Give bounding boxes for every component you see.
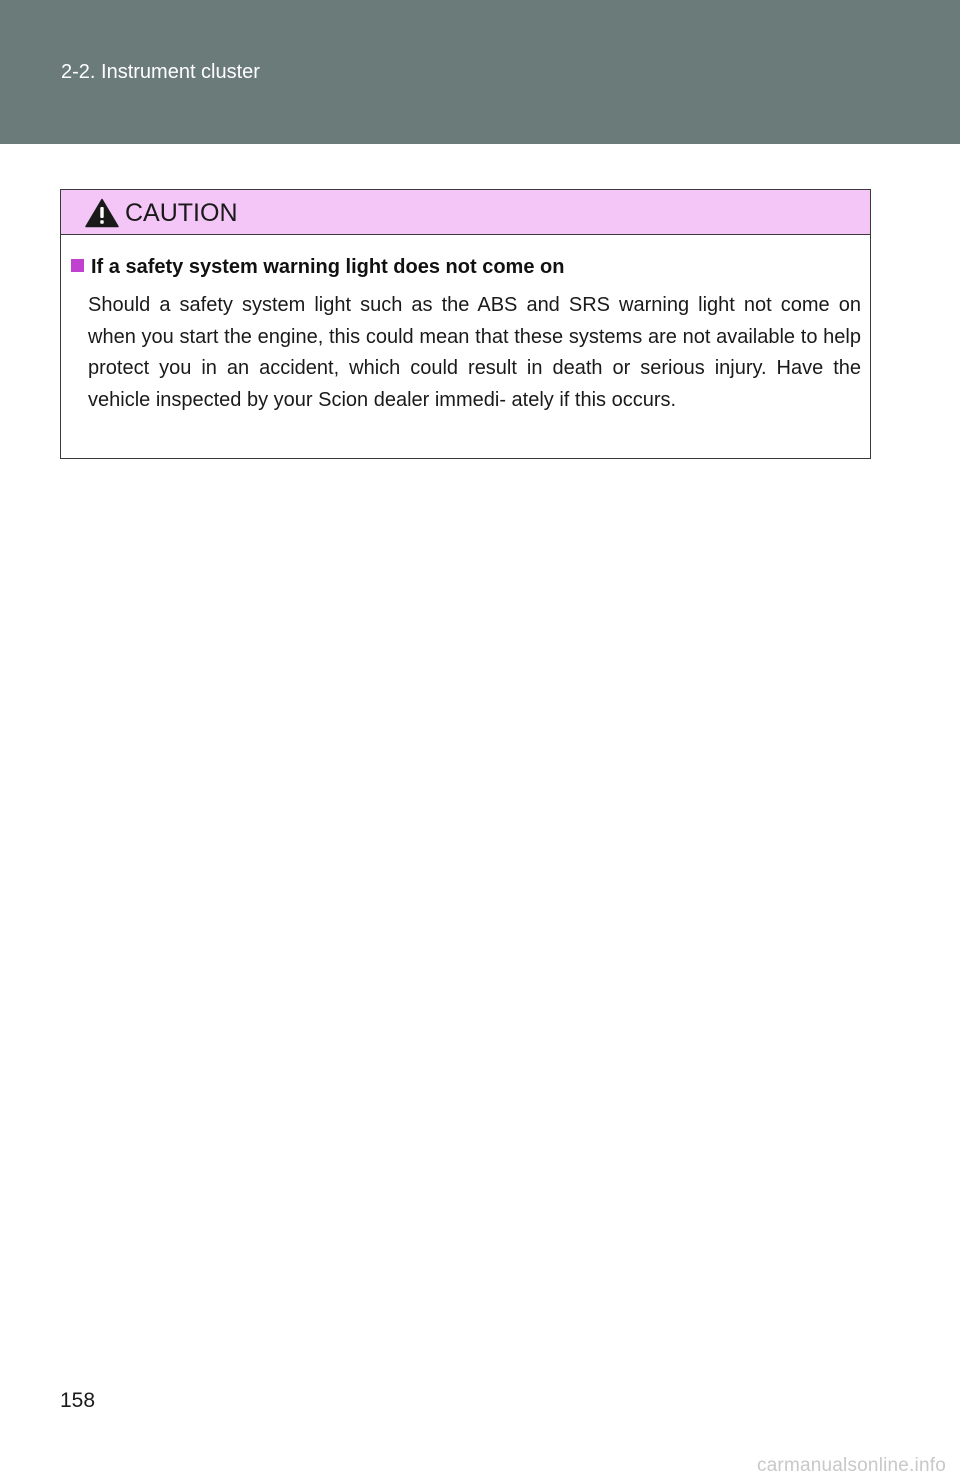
caution-label: CAUTION xyxy=(125,199,238,227)
watermark: carmanualsonline.info xyxy=(756,1455,946,1476)
item-heading xyxy=(71,254,564,280)
caution-header xyxy=(61,190,870,235)
header-band xyxy=(0,0,960,144)
section-title: 2-2. Instrument cluster xyxy=(61,61,260,83)
page-number: 158 xyxy=(60,1389,96,1412)
caution-box xyxy=(60,189,871,459)
bullet-square-icon xyxy=(71,259,84,272)
warning-triangle-icon xyxy=(85,198,119,228)
item-body: Should a safety system light such as the ABS and SRS warning light not come on when you start the engine, this could mean that these systems are not available to help protect you in an accident, which could result in death or serious injury. Have the vehicle inspected by your Scion dealer immedi- ately if this occurs. xyxy=(88,294,861,411)
item-heading-text: If a safety system warning light does not come on xyxy=(91,256,565,278)
